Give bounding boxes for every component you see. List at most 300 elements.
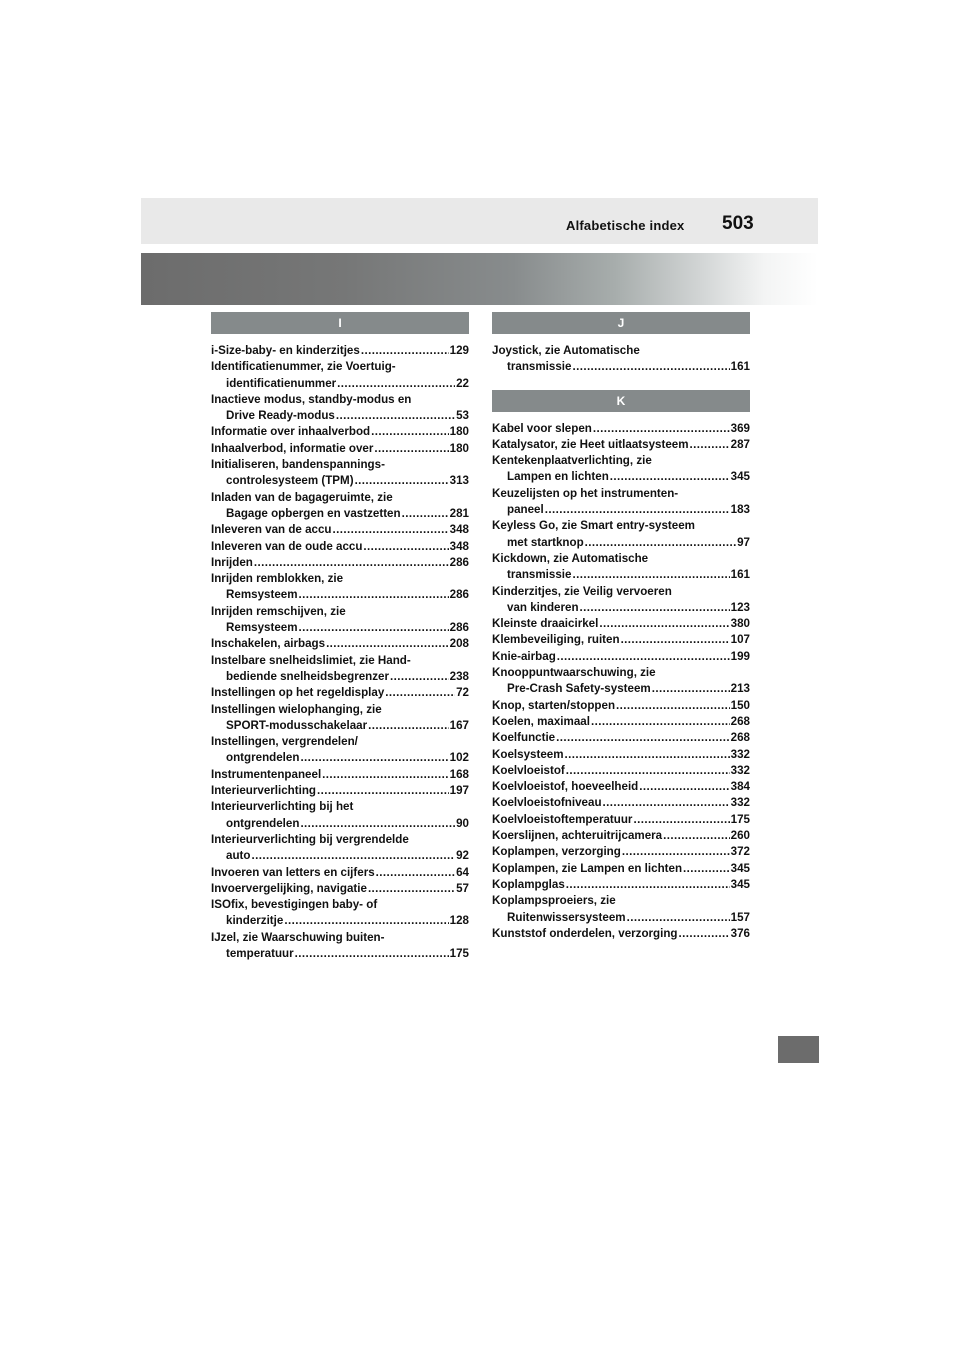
index-entry-text: Instelbare snelheidslimiet, zie Hand- — [211, 653, 411, 667]
index-entry-line — [211, 539, 469, 555]
dot-leader — [337, 376, 455, 392]
index-entry-line — [211, 343, 469, 359]
index-entry-text: Joystick, zie Automatische — [492, 344, 640, 357]
index-entry — [211, 424, 469, 440]
index-entry-text: Instrumentenpaneel — [211, 767, 322, 781]
index-entry-line — [492, 535, 750, 551]
index-entry-page: 102 — [449, 751, 469, 765]
index-entry-page: 97 — [737, 535, 750, 549]
index-entry-line — [211, 685, 469, 701]
index-entry-text: kinderzitje — [226, 914, 284, 928]
index-entry-text: Koelsysteem — [492, 747, 564, 761]
dot-leader — [565, 747, 730, 763]
index-entry — [492, 844, 750, 860]
index-entry — [211, 930, 469, 963]
index-entry-text: paneel — [507, 503, 544, 517]
index-entry-line — [492, 828, 750, 844]
index-entry-line — [211, 832, 469, 848]
index-entry-line — [211, 702, 469, 718]
dot-leader — [254, 555, 449, 571]
index-entry-page: 161 — [730, 568, 750, 582]
index-entry-text: Kickdown, zie Automatische — [492, 551, 649, 565]
index-entry — [492, 421, 750, 437]
index-entry — [211, 685, 469, 701]
index-entry-text: Instellingen wielophanging, zie — [211, 702, 382, 716]
index-entry-text: Drive Ready-modus — [226, 409, 335, 423]
dot-leader — [585, 535, 736, 551]
index-entry-text: Inactieve modus, standby-modus en — [211, 392, 412, 406]
index-entry — [211, 881, 469, 897]
index-entry-line — [492, 486, 750, 502]
index-entry — [492, 926, 750, 942]
index-entry-page: 238 — [449, 669, 469, 683]
index-entry-line — [211, 881, 469, 897]
dot-leader — [627, 910, 730, 926]
index-entry-text: Koerslijnen, achteruitrijcamera — [492, 829, 663, 843]
index-entry-line — [492, 844, 750, 860]
index-entry — [492, 714, 750, 730]
index-entry-line — [492, 763, 750, 779]
index-entry-line — [211, 424, 469, 440]
index-entry-line — [211, 913, 469, 929]
index-entry-line — [492, 747, 750, 763]
index-entry-line — [492, 359, 750, 375]
index-entry-page: 208 — [449, 637, 469, 651]
index-entry-page: 180 — [449, 425, 469, 439]
index-entry-line — [492, 437, 750, 453]
index-entry-text: Instellingen, vergrendelen/ — [211, 735, 358, 749]
index-entry-line — [492, 861, 750, 877]
index-entry — [492, 763, 750, 779]
dot-leader — [566, 763, 730, 779]
dot-leader — [385, 685, 455, 701]
index-entry-line — [492, 469, 750, 485]
index-entry-page: 260 — [730, 829, 750, 843]
index-entry — [211, 343, 469, 359]
letter-heading-j: J — [492, 312, 750, 334]
index-entry-page: 175 — [730, 812, 750, 826]
index-entry — [211, 359, 469, 392]
index-entry-page: 332 — [730, 747, 750, 761]
index-entry-page: 168 — [449, 767, 469, 781]
index-entry-line — [211, 571, 469, 587]
index-entry-text: IJzel, zie Waarschuwing buiten- — [211, 930, 385, 944]
index-entry-text: Interieurverlichting bij vergrendelde — [211, 832, 409, 846]
index-entry-text: Inleveren van de accu — [211, 523, 332, 537]
index-entry — [211, 571, 469, 604]
dot-leader — [633, 812, 729, 828]
index-entry-page: 348 — [449, 539, 469, 553]
index-entry-text: Keuzelijsten op het instrumenten- — [492, 486, 679, 500]
index-entry-page: 268 — [730, 714, 750, 728]
index-entry-line — [492, 730, 750, 746]
index-entry — [492, 861, 750, 877]
index-entry-line — [211, 555, 469, 571]
header-bar — [141, 198, 818, 244]
index-entry-page: 332 — [730, 763, 750, 777]
index-entry — [211, 441, 469, 457]
dot-leader — [599, 616, 729, 632]
index-entry-line — [211, 767, 469, 783]
index-entry-line — [492, 632, 750, 648]
dot-leader — [566, 877, 730, 893]
index-entry — [211, 555, 469, 571]
index-entry-line — [211, 392, 469, 408]
index-entry-text: i-Size-baby- en kinderzitjes — [211, 344, 360, 357]
index-entry-line — [211, 408, 469, 424]
dot-leader — [295, 946, 449, 962]
index-entry — [492, 632, 750, 648]
index-entry-text: Keyless Go, zie Smart entry-systeem — [492, 519, 695, 533]
dot-leader — [371, 424, 449, 440]
index-entry-line — [211, 750, 469, 766]
index-entry-text: Katalysator, zie Heet uitlaatsysteem — [492, 437, 689, 451]
index-entry-text: Koelvloeistoftemperatuur — [492, 812, 633, 826]
index-column-right — [492, 312, 750, 942]
index-entry-line — [211, 587, 469, 603]
index-entry-text: Koplampen, zie Lampen en lichten — [492, 861, 683, 875]
index-entry-line — [492, 665, 750, 681]
index-entry-line — [211, 816, 469, 832]
index-entry-page: 183 — [730, 503, 750, 517]
index-entry-page: 286 — [449, 555, 469, 569]
dot-leader — [368, 881, 455, 897]
index-entry-text: controlesysteem (TPM) — [226, 474, 354, 488]
index-entry-line — [211, 653, 469, 669]
index-entry-line — [492, 649, 750, 665]
index-entry-page: 372 — [730, 845, 750, 859]
dot-leader — [652, 681, 730, 697]
index-entry-text: Koplampen, verzorging — [492, 845, 621, 859]
index-entry — [211, 490, 469, 523]
dot-leader — [361, 343, 449, 359]
index-entry-text: Interieurverlichting bij het — [211, 800, 354, 814]
index-entry — [492, 877, 750, 893]
index-entry-line — [211, 848, 469, 864]
index-entry-line — [211, 473, 469, 489]
index-entry-text: ontgrendelen — [226, 751, 300, 765]
dot-leader — [374, 441, 448, 457]
index-entry-line — [211, 376, 469, 392]
index-entry-text: met startknop — [507, 535, 584, 549]
index-entry-line — [492, 877, 750, 893]
index-entry-text: Inrijden — [211, 555, 253, 569]
index-entry-page: 92 — [456, 849, 469, 863]
index-entry — [492, 551, 750, 584]
index-entry-line — [211, 636, 469, 652]
index-entry — [492, 828, 750, 844]
index-entry-text: Invoervergelijking, navigatie — [211, 881, 367, 895]
index-entry-page: 286 — [449, 588, 469, 602]
index-entry-line — [211, 734, 469, 750]
index-entry — [211, 767, 469, 783]
index-entry-text: Kunststof onderdelen, verzorging — [492, 926, 678, 940]
dot-leader — [621, 632, 730, 648]
dot-leader — [545, 502, 730, 518]
dot-leader — [591, 714, 730, 730]
index-entry — [492, 795, 750, 811]
dot-leader — [690, 437, 730, 453]
index-entry-text: Koplampglas — [492, 877, 565, 891]
index-entry-text: SPORT-modusschakelaar — [226, 718, 368, 732]
index-entry — [492, 343, 750, 376]
dot-leader — [363, 539, 448, 555]
dot-leader — [610, 469, 730, 485]
index-entry-page: 22 — [456, 376, 469, 390]
index-entry — [211, 539, 469, 555]
index-entry — [492, 665, 750, 698]
index-entry-text: Inladen van de bagageruimte, zie — [211, 490, 393, 504]
dot-leader — [683, 861, 730, 877]
index-entry — [492, 616, 750, 632]
index-entry-line — [492, 567, 750, 583]
index-entry — [492, 698, 750, 714]
dot-leader — [355, 473, 449, 489]
index-entry — [211, 702, 469, 735]
index-entry — [492, 812, 750, 828]
index-entry-line — [211, 865, 469, 881]
dot-leader — [317, 783, 449, 799]
index-entry-text: Knop, starten/stoppen — [492, 698, 616, 712]
index-entry — [492, 584, 750, 617]
dot-leader — [557, 649, 730, 665]
index-entry-page: 345 — [730, 861, 750, 875]
dot-leader — [663, 828, 730, 844]
index-entry-line — [492, 795, 750, 811]
index-entry-page: 384 — [730, 780, 750, 794]
index-entry-page: 90 — [456, 816, 469, 830]
index-entry-line — [492, 551, 750, 567]
index-entry-line — [211, 799, 469, 815]
index-entry-page: 345 — [730, 877, 750, 891]
index-entry-text: Identificatienummer, zie Voertuig- — [211, 360, 396, 374]
index-entry-text: Inrijden remblokken, zie — [211, 572, 344, 586]
index-entry-page: 213 — [730, 682, 750, 696]
index-entry-page: 281 — [449, 506, 469, 520]
index-column-left — [211, 312, 469, 962]
index-entry-text: Inleveren van de oude accu — [211, 539, 363, 553]
index-entry — [492, 649, 750, 665]
index-entry-line — [211, 946, 469, 962]
index-entry-text: temperatuur — [226, 946, 294, 960]
index-entry-line — [211, 441, 469, 457]
index-entry-line — [211, 783, 469, 799]
index-entry-text: Inschakelen, airbags — [211, 637, 326, 651]
index-entry-page: 313 — [449, 474, 469, 488]
index-entry-line — [211, 718, 469, 734]
index-entry-page: 369 — [730, 421, 750, 435]
dot-leader — [336, 408, 455, 424]
index-entry-page: 348 — [449, 523, 469, 537]
index-entry-line — [492, 584, 750, 600]
section-gap — [492, 376, 750, 390]
index-entry-text: Knooppuntwaarschuwing, zie — [492, 666, 656, 680]
index-entry-text: Koelvloeistof, hoeveelheid — [492, 780, 639, 794]
index-entry — [492, 779, 750, 795]
dot-leader — [376, 865, 455, 881]
letter-heading-i: I — [211, 312, 469, 334]
index-entry-page: 180 — [449, 441, 469, 455]
index-entries-j — [492, 343, 750, 376]
index-entry-line — [492, 421, 750, 437]
dot-leader — [300, 816, 455, 832]
dot-leader — [639, 779, 729, 795]
index-entry-line — [211, 669, 469, 685]
index-entry — [492, 893, 750, 926]
index-entry-text: Ruitenwissersysteem — [507, 910, 626, 924]
index-entry — [211, 636, 469, 652]
index-entry-text: Kentekenplaatverlichting, zie — [492, 454, 652, 468]
index-entry-line — [211, 897, 469, 913]
index-entry-page: 175 — [449, 946, 469, 960]
index-entry — [211, 783, 469, 799]
index-entry-page: 129 — [449, 344, 469, 357]
index-entry-line — [211, 506, 469, 522]
index-entry-page: 197 — [449, 784, 469, 798]
index-entry-line — [492, 812, 750, 828]
index-entry-page: 53 — [456, 409, 469, 423]
dot-leader — [679, 926, 730, 942]
dot-leader — [616, 698, 730, 714]
index-entry-line — [492, 910, 750, 926]
index-entry-page: 287 — [730, 437, 750, 451]
index-entry — [211, 734, 469, 767]
index-entry-page: 123 — [730, 600, 750, 614]
index-entry-line — [211, 359, 469, 375]
index-entry-text: Koelfunctie — [492, 731, 556, 745]
index-entry-text: Kabel voor slepen — [492, 421, 592, 435]
index-entry-text: ISOfix, bevestigingen baby- of — [211, 898, 378, 912]
index-entry — [211, 799, 469, 832]
index-entry-line — [211, 930, 469, 946]
index-entry-text: Remsysteem — [226, 621, 298, 635]
index-entry — [211, 832, 469, 865]
index-entry-line — [492, 714, 750, 730]
index-entry-page: 380 — [730, 617, 750, 631]
index-entry-text: Inrijden remschijven, zie — [211, 604, 346, 618]
index-entry-text: transmissie — [507, 360, 572, 374]
index-entry-line — [211, 620, 469, 636]
dot-leader — [556, 730, 730, 746]
index-entry-line — [492, 926, 750, 942]
index-entry-page: 199 — [730, 649, 750, 663]
index-entry-line — [211, 457, 469, 473]
index-entry — [211, 604, 469, 637]
index-entry-text: Bagage opbergen en vastzetten — [226, 506, 401, 520]
dot-leader — [593, 421, 730, 437]
dot-leader — [622, 844, 730, 860]
index-entry-page: 57 — [456, 881, 469, 895]
index-entry-page: 167 — [449, 718, 469, 732]
page-number: 503 — [722, 213, 754, 234]
index-entry-text: Initialiseren, bandenspannings- — [211, 458, 385, 472]
index-entry-page: 157 — [730, 910, 750, 924]
section-title: Alfabetische index — [566, 218, 685, 233]
thumb-tab — [778, 1036, 819, 1063]
index-entry — [492, 518, 750, 551]
dot-leader — [368, 718, 449, 734]
dot-leader — [299, 587, 449, 603]
index-entry-line — [492, 518, 750, 534]
index-entry-text: Kleinste draaicirkel — [492, 617, 599, 631]
index-entry — [492, 453, 750, 486]
index-entry — [492, 437, 750, 453]
index-entry-text: bediende snelheidsbegrenzer — [226, 669, 390, 683]
index-entry-page: 345 — [730, 470, 750, 484]
index-entry-line — [492, 343, 750, 359]
index-entry — [211, 392, 469, 425]
dot-leader — [322, 767, 448, 783]
index-entry — [211, 865, 469, 881]
index-entry-page: 128 — [449, 914, 469, 928]
index-entry — [211, 522, 469, 538]
index-entry-text: transmissie — [507, 568, 572, 582]
index-entry-line — [211, 604, 469, 620]
index-entry-text: auto — [226, 849, 251, 863]
index-entry — [211, 457, 469, 490]
dot-leader — [284, 913, 448, 929]
index-entries-i — [211, 343, 469, 962]
index-entry-text: Knie-airbag — [492, 649, 556, 663]
dot-leader — [251, 848, 455, 864]
index-entry-text: Remsysteem — [226, 588, 298, 602]
index-entry-text: Koplampsproeiers, zie — [492, 894, 616, 908]
index-entry-page: 268 — [730, 731, 750, 745]
index-entry-text: Koelen, maximaal — [492, 714, 590, 728]
index-entry-line — [492, 453, 750, 469]
index-entry-text: Invoeren van letters en cijfers — [211, 865, 375, 879]
index-entry — [211, 897, 469, 930]
index-entry — [211, 653, 469, 686]
index-entry-text: van kinderen — [507, 600, 579, 614]
index-entry — [492, 730, 750, 746]
index-entry-page: 72 — [456, 686, 469, 700]
dot-leader — [580, 600, 730, 616]
dot-leader — [572, 567, 729, 583]
index-entries-k — [492, 421, 750, 943]
index-entry-page: 286 — [449, 621, 469, 635]
index-entry-page: 376 — [730, 926, 750, 940]
index-entry-page: 107 — [730, 633, 750, 647]
index-entry-page: 332 — [730, 796, 750, 810]
index-entry-line — [492, 698, 750, 714]
index-entry-page: 161 — [730, 360, 750, 374]
dot-leader — [603, 795, 730, 811]
index-entry-text: identificatienummer — [226, 376, 337, 390]
index-entry-text: Instellingen op het regeldisplay — [211, 686, 385, 700]
index-entry-text: Koelvloeistof — [492, 763, 565, 777]
letter-heading-k: K — [492, 390, 750, 412]
index-entry-line — [492, 616, 750, 632]
index-entry-text: Kinderzitjes, zie Veilig vervoeren — [492, 584, 672, 598]
index-entry-line — [492, 502, 750, 518]
index-entry-text: Pre-Crash Safety-systeem — [507, 682, 651, 696]
index-entry-line — [211, 490, 469, 506]
dot-leader — [333, 522, 449, 538]
dot-leader — [390, 669, 449, 685]
index-entry-page: 64 — [456, 865, 469, 879]
dot-leader — [402, 506, 449, 522]
index-entry-text: Klembeveiliging, ruiten — [492, 633, 620, 647]
index-entry-page: 150 — [730, 698, 750, 712]
index-entry-line — [492, 779, 750, 795]
dot-leader — [299, 620, 449, 636]
index-entry-text: Inhaalverbod, informatie over — [211, 441, 374, 455]
index-entry-line — [492, 681, 750, 697]
index-entry-line — [211, 522, 469, 538]
dot-leader — [572, 359, 729, 375]
index-entry-text: Koelvloeistofniveau — [492, 796, 602, 810]
